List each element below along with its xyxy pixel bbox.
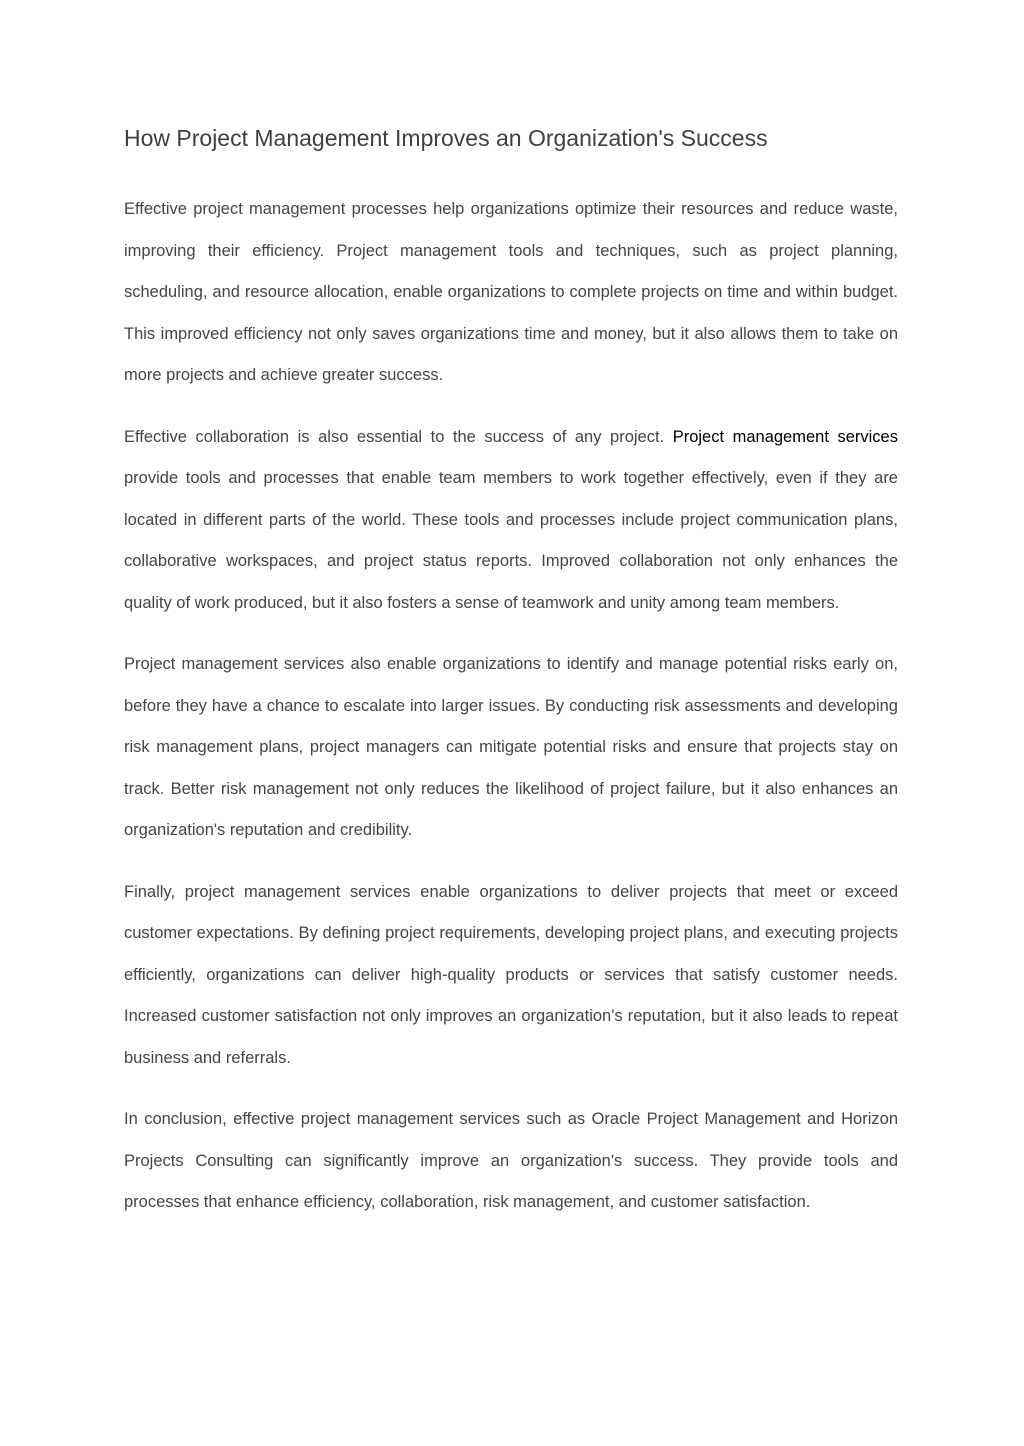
paragraph-collaboration-intro: Effective collaboration is also essential to the success of any project. <box>124 427 673 446</box>
project-management-services-link[interactable]: Project management services <box>672 427 898 446</box>
paragraph-collaboration <box>124 417 898 625</box>
paragraph-risk-management: Project management services also enable organizations to identify and manage potential risks early on, before they have a chance to escalate into larger issues. By conducting risk assessments and developing risk management plans, project managers can mitigate potential risks and ensure that projects stay on track. Better risk management not only reduces the likelihood of project failure, but it also enhances an organization's reputation and credibility. <box>124 655 898 839</box>
paragraph-customer-satisfaction: Finally, project management services enable organizations to deliver projects that meet or exceed customer expectations. By defining project requirements, developing project plans, and executing projects efficiently, organizations can deliver high-quality products or services that satisfy customer needs. Increased customer satisfaction not only improves an organization's reputation, but it also leads to repeat business and referrals. <box>124 882 898 1067</box>
document-page <box>124 118 898 1224</box>
paragraph-efficiency: Effective project management processes help organizations optimize their resources and reduce waste, improving their efficiency. Project management tools and techniques, such as project planning, scheduling, and resource allocation, enable organizations to complete projects on time and within budget. This improved efficiency not only saves organizations time and money, but it also allows them to take on more projects and achieve greater success. <box>124 200 898 384</box>
paragraph-collaboration-body: provide tools and processes that enable team members to work together effectively, even if they are located in different parts of the world. These tools and processes include project communication plans, collaborative workspaces, and project status reports. Improved collaboration not only enhances the quality of work produced, but it also fosters a sense of teamwork and unity among team members. <box>124 469 898 612</box>
paragraph-conclusion: In conclusion, effective project management services such as Oracle Project Management and Horizon Projects Consulting can significantly improve an organization's success. They provide tools and processes that enhance efficiency, collaboration, risk management, and customer satisfaction. <box>124 1110 898 1211</box>
page-title: How Project Management Improves an Organization's Success <box>124 125 768 151</box>
